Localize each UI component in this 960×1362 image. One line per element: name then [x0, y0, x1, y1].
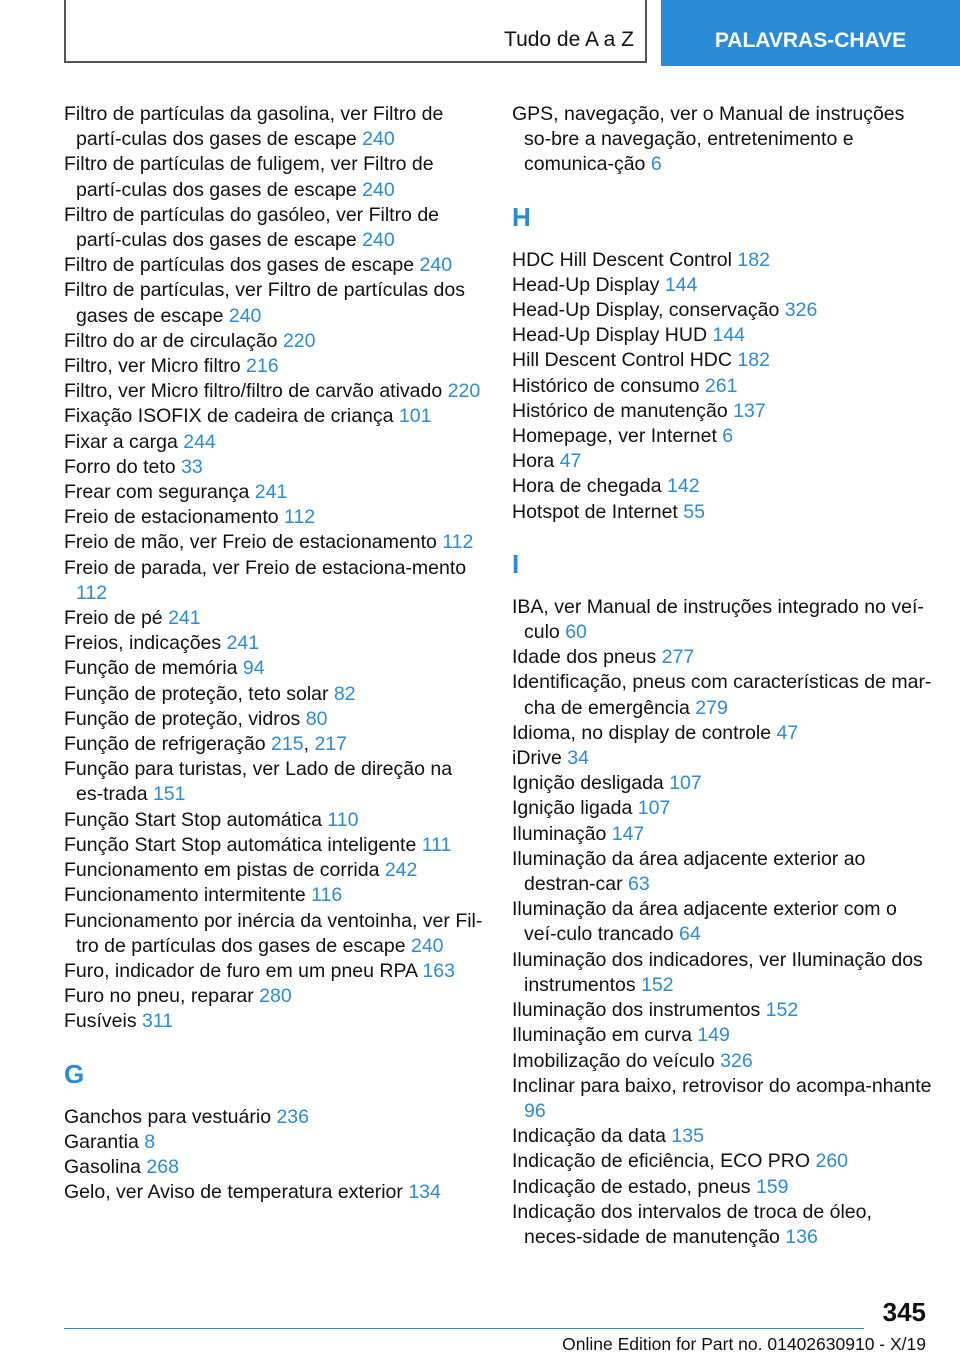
index-entry-term: Funcionamento intermitente	[64, 884, 312, 907]
page-reference-link[interactable]: 261	[704, 374, 738, 397]
index-entry	[512, 822, 932, 847]
footer-edition-text: Online Edition for Part no. 01402630910 - X/19	[562, 1334, 926, 1354]
index-entry-term: Ignição desligada	[512, 772, 670, 795]
page-reference-link[interactable]: 112	[76, 581, 108, 604]
index-entry	[512, 248, 932, 273]
page-reference-link[interactable]: 159	[755, 1175, 789, 1198]
page-reference-link[interactable]: 151	[152, 783, 186, 806]
index-entry	[512, 399, 932, 424]
index-entry	[64, 606, 484, 631]
page-reference-link[interactable]: 326	[720, 1049, 753, 1072]
index-entry-term: Filtro, ver Micro filtro/filtro de carvão ativado	[64, 380, 448, 403]
index-entry-term: Filtro do ar de circulação	[64, 329, 283, 352]
index-entry	[512, 1175, 932, 1200]
page-reference-link[interactable]: 311	[142, 1010, 174, 1033]
page-reference-link[interactable]: 94	[242, 657, 265, 680]
page-reference-link[interactable]: 241	[226, 632, 260, 655]
index-entry	[512, 424, 932, 449]
index-entry	[64, 707, 484, 732]
index-entry	[512, 948, 932, 998]
page-reference-link[interactable]: 110	[327, 808, 359, 831]
page-reference-link[interactable]: 216	[246, 355, 279, 378]
index-entry	[64, 833, 484, 858]
index-entry-term: Ignição ligada	[512, 797, 638, 820]
index-entry	[512, 273, 932, 298]
index-entry	[512, 1023, 932, 1048]
page-reference-link[interactable]: 147	[611, 822, 645, 845]
index-entry-term: Indicação de estado, pneus	[512, 1175, 756, 1198]
index-entry-term: Imobilização do veículo	[512, 1049, 721, 1072]
index-entry	[512, 323, 932, 348]
index-entry-term: Filtro de partículas dos gases de escape	[64, 254, 420, 277]
index-entry-term: Indicação da data	[512, 1125, 672, 1148]
page-reference-link[interactable]: 60	[565, 621, 587, 644]
page-reference-link[interactable]: 82	[333, 682, 356, 705]
page-reference-link[interactable]: 220	[447, 380, 481, 403]
index-entry-term: Forro do teto	[64, 455, 182, 478]
index-entry	[64, 505, 484, 530]
index-entry	[512, 796, 932, 821]
index-entry	[64, 1105, 484, 1130]
index-letter-heading: H	[512, 201, 531, 232]
index-entry	[512, 670, 932, 720]
index-entry	[512, 298, 932, 323]
page-reference-link[interactable]: 240	[362, 178, 395, 201]
page-reference-link[interactable]: 240	[362, 229, 395, 252]
index-entry-term: Garantia	[64, 1130, 145, 1153]
index-entry	[512, 474, 932, 499]
index-entry-term: Filtro de partículas, ver Filtro de partículas dos gases de escape	[64, 279, 465, 327]
index-entry	[64, 102, 484, 152]
index-entry	[512, 721, 932, 746]
index-entry-term: Hora de chegada	[512, 475, 668, 498]
index-entry	[512, 595, 932, 645]
index-entry-term: Frear com segurança	[64, 481, 255, 504]
index-entry-term: Indicação dos intervalos de troca de óleo, neces‐sidade de manutenção	[512, 1200, 872, 1248]
index-entry	[512, 449, 932, 474]
page-reference-link[interactable]: 241	[254, 481, 288, 504]
page-reference-link[interactable]: 144	[712, 324, 746, 347]
index-entry	[64, 656, 484, 681]
index-entry	[64, 404, 484, 429]
page-reference-link[interactable]: 134	[408, 1181, 441, 1204]
page-reference-link[interactable]: 260	[815, 1150, 849, 1173]
index-entry-term: Gelo, ver Aviso de temperatura exterior	[64, 1181, 409, 1204]
index-entry	[512, 374, 932, 399]
index-entry	[64, 959, 484, 984]
index-entry-term: Função de refrigeração	[64, 733, 272, 756]
index-entry-term: Filtro, ver Micro filtro	[64, 355, 247, 378]
index-entry-term: Head-Up Display HUD	[512, 324, 713, 347]
index-entry	[64, 430, 484, 455]
index-entry-term: Iluminação da área adjacente exterior com o veí‐culo trancado	[512, 898, 897, 946]
page-reference-link[interactable]: 220	[282, 329, 316, 352]
page-reference-link[interactable]: 47	[559, 450, 582, 473]
page-reference-link[interactable]: 241	[168, 607, 201, 630]
index-letter-heading: I	[512, 548, 520, 579]
index-entry-term: Iluminação dos indicadores, ver Iluminação dos instrumentos	[512, 948, 923, 996]
page-reference-link[interactable]: 135	[671, 1125, 704, 1148]
index-entry-term: HDC Hill Descent Control	[512, 248, 738, 271]
index-entry-term: Furo no pneu, reparar	[64, 985, 260, 1008]
page-reference-link[interactable]: 142	[667, 475, 700, 498]
index-entry-term: iDrive	[512, 747, 568, 770]
index-entry	[64, 1009, 484, 1034]
page-reference-link[interactable]: 47	[776, 721, 799, 744]
index-entry-term: Freio de estacionamento	[64, 506, 285, 529]
page-reference-link[interactable]: 6	[722, 425, 734, 448]
page-reference-link[interactable]: 64	[679, 923, 701, 946]
index-entry	[64, 858, 484, 883]
index-entry	[64, 278, 484, 328]
index-entry-term: Função de memória	[64, 657, 243, 680]
page-reference-link[interactable]: 63	[628, 873, 650, 896]
index-entry-term: Funcionamento por inércia da ventoinha, ver Fil‐tro de partículas dos gases de escape	[64, 909, 483, 957]
index-entry	[64, 631, 484, 656]
index-entry	[64, 984, 484, 1009]
index-entry-term: Filtro de partículas da gasolina, ver Filtro de partí‐culas dos gases de escape	[64, 103, 444, 151]
index-entry-term: Iluminação da área adjacente exterior ao destran‐car	[512, 847, 866, 896]
page-reference-link[interactable]: 55	[683, 500, 705, 523]
index-entry	[64, 480, 484, 505]
index-entry-term: Idade dos pneus	[512, 646, 662, 669]
page-reference-link[interactable]: 107	[637, 797, 671, 820]
index-entry-term: Iluminação em curva	[512, 1024, 698, 1047]
page-reference-link[interactable]: 268	[146, 1155, 179, 1178]
index-entry	[64, 354, 484, 379]
index-entry	[512, 998, 932, 1023]
page-reference-link[interactable]: 137	[733, 399, 766, 422]
page-reference-link[interactable]: 101	[398, 405, 432, 428]
index-letter-heading: G	[64, 1058, 85, 1089]
page-reference-link[interactable]: 34	[567, 747, 589, 770]
index-entry	[64, 883, 484, 908]
page-reference-link[interactable]: 182	[737, 248, 770, 271]
page-reference-link[interactable]: 80	[305, 707, 328, 730]
page-reference-link[interactable]: 152	[765, 999, 799, 1022]
index-entry	[64, 556, 484, 606]
page-reference-link[interactable]: 279	[695, 696, 728, 719]
index-column-right	[512, 102, 932, 1250]
index-entry-term: Função Start Stop automática	[64, 808, 328, 831]
index-entry	[512, 1124, 932, 1149]
page-reference-link[interactable]: 116	[311, 884, 343, 907]
section-title: Tudo de A a Z	[504, 28, 634, 51]
page-reference-link[interactable]: 242	[384, 859, 418, 882]
page-reference-link[interactable]: 244	[183, 430, 216, 453]
index-entry	[64, 1180, 484, 1205]
footer-divider	[64, 1328, 864, 1329]
page-reference-link[interactable]: 112	[442, 531, 474, 554]
page-reference-link[interactable]: 149	[697, 1024, 730, 1047]
index-entry: Função de refrigeração 215, 217	[64, 733, 347, 756]
index-entry	[512, 1149, 932, 1174]
index-entry-term: Filtro de partículas do gasóleo, ver Filtro de partí‐culas dos gases de escape	[64, 203, 440, 252]
index-entry-term: Função Start Stop automática inteligente	[64, 833, 422, 856]
index-entry-term: Indicação de eficiência, ECO PRO	[512, 1150, 816, 1173]
index-entry-term: Inclinar para baixo, retrovisor do acompa‐nhante	[512, 1074, 932, 1097]
index-entry-term: Função de proteção, vidros	[64, 707, 306, 730]
page-reference-link[interactable]: 111	[421, 833, 452, 856]
page-reference-link[interactable]: 240	[410, 934, 444, 957]
page-reference-link[interactable]: 182	[737, 349, 770, 372]
page-reference-link[interactable]: 236	[276, 1105, 309, 1128]
index-entry-term: Head-Up Display	[512, 273, 665, 296]
page-reference-link[interactable]: 96	[524, 1099, 546, 1122]
index-entry-term: Histórico de manutenção	[512, 399, 734, 422]
index-entry	[512, 500, 932, 525]
page-reference-link[interactable]: 8	[144, 1130, 156, 1153]
index-entry	[64, 682, 484, 707]
index-entry	[64, 757, 484, 807]
index-entry-term: Fusíveis	[64, 1010, 143, 1033]
page-reference-link[interactable]: 107	[669, 772, 702, 795]
chapter-tab: PALAVRAS-CHAVE	[661, 0, 960, 66]
index-entry-term: Furo, indicador de furo em um pneu RPA	[64, 959, 423, 982]
index-entry	[64, 203, 484, 253]
page-number: 345	[882, 1297, 926, 1327]
index-entry	[64, 909, 484, 959]
index-entry-term: Freio de parada, ver Freio de estaciona‐mento	[64, 556, 467, 579]
index-entry-term: Hill Descent Control HDC	[512, 349, 738, 372]
index-entry	[64, 253, 484, 278]
index-entry	[512, 1200, 932, 1250]
index-entry	[64, 808, 484, 833]
page-reference-link[interactable]: 144	[664, 273, 698, 296]
index-entry	[512, 645, 932, 670]
page-reference-link[interactable]: 240	[362, 128, 395, 151]
index-entry-term: IBA, ver Manual de instruções integrado no veí‐culo	[512, 595, 924, 644]
index-entry-term: Histórico de consumo	[512, 374, 705, 397]
index-entry	[512, 1049, 932, 1074]
index-entry-term: Função de proteção, teto solar	[64, 682, 334, 705]
page-reference-link[interactable]: 277	[661, 646, 695, 669]
index-entry-term: Hotspot de Internet	[512, 500, 684, 523]
page-reference-link[interactable]: 240	[419, 254, 453, 277]
index-entry-term: Filtro de partículas de fuligem, ver Filtro de partí‐culas dos gases de escape	[64, 153, 434, 201]
index-column-left	[64, 102, 484, 1205]
index-entry-term: Função para turistas, ver Lado de direção na es‐trada	[64, 758, 453, 806]
index-entry-term: Homepage, ver Internet	[512, 425, 723, 448]
index-entry-term: Fixação ISOFIX de cadeira de criança	[64, 405, 399, 428]
page-reference-link[interactable]: 6	[650, 153, 662, 176]
index-entry-term: Identificação, pneus com características de mar‐cha de emergência	[512, 671, 932, 719]
page-reference-link[interactable]: 326	[784, 299, 818, 322]
page-reference-link[interactable]: 280	[259, 985, 292, 1008]
index-entry-term: Freio de pé	[64, 607, 169, 630]
index-entry-term: Idioma, no display de controle	[512, 721, 777, 744]
index-entry	[64, 152, 484, 202]
index-entry	[64, 379, 484, 404]
index-entry-term: Head-Up Display, conservação	[512, 299, 785, 322]
index-entry-term: Fixar a carga	[64, 430, 184, 453]
index-entry	[512, 771, 932, 796]
index-entry	[64, 329, 484, 354]
page-reference-link[interactable]: 217	[314, 733, 347, 756]
index-entry	[512, 348, 932, 373]
index-entry-term: Gasolina	[64, 1155, 147, 1178]
index-entry-term: Hora	[512, 450, 560, 473]
index-entry	[64, 455, 484, 480]
index-entry	[512, 897, 932, 947]
index-entry	[512, 102, 932, 178]
page-reference-link[interactable]: 240	[228, 304, 262, 327]
index-entry-term: Freio de mão, ver Freio de estacionamento	[64, 531, 443, 554]
index-entry	[512, 847, 932, 897]
index-entry-term: Funcionamento em pistas de corrida	[64, 859, 385, 882]
index-entry-term: GPS, navegação, ver o Manual de instruções so‐bre a navegação, entretenimento e comunica‐ção	[512, 103, 905, 176]
index-entry	[64, 1155, 484, 1180]
index-entry-term: Iluminação dos instrumentos	[512, 999, 766, 1022]
page-reference-link[interactable]: 215	[271, 733, 304, 756]
page-reference-link[interactable]: 163	[422, 959, 455, 982]
page-reference-link[interactable]: 152	[641, 973, 674, 996]
page-reference-link[interactable]: 33	[181, 455, 203, 478]
index-entry	[512, 746, 932, 771]
page-reference-link[interactable]: 136	[785, 1225, 818, 1248]
index-entry-term: Iluminação	[512, 822, 612, 845]
index-entry	[512, 1074, 932, 1124]
index-entry	[64, 530, 484, 555]
index-entry-term: Ganchos para vestuário	[64, 1105, 277, 1128]
page-header	[0, 0, 960, 66]
page-reference-link[interactable]: 112	[284, 506, 316, 529]
index-entry-term: Freios, indicações	[64, 632, 227, 655]
index-entry	[64, 1130, 484, 1155]
